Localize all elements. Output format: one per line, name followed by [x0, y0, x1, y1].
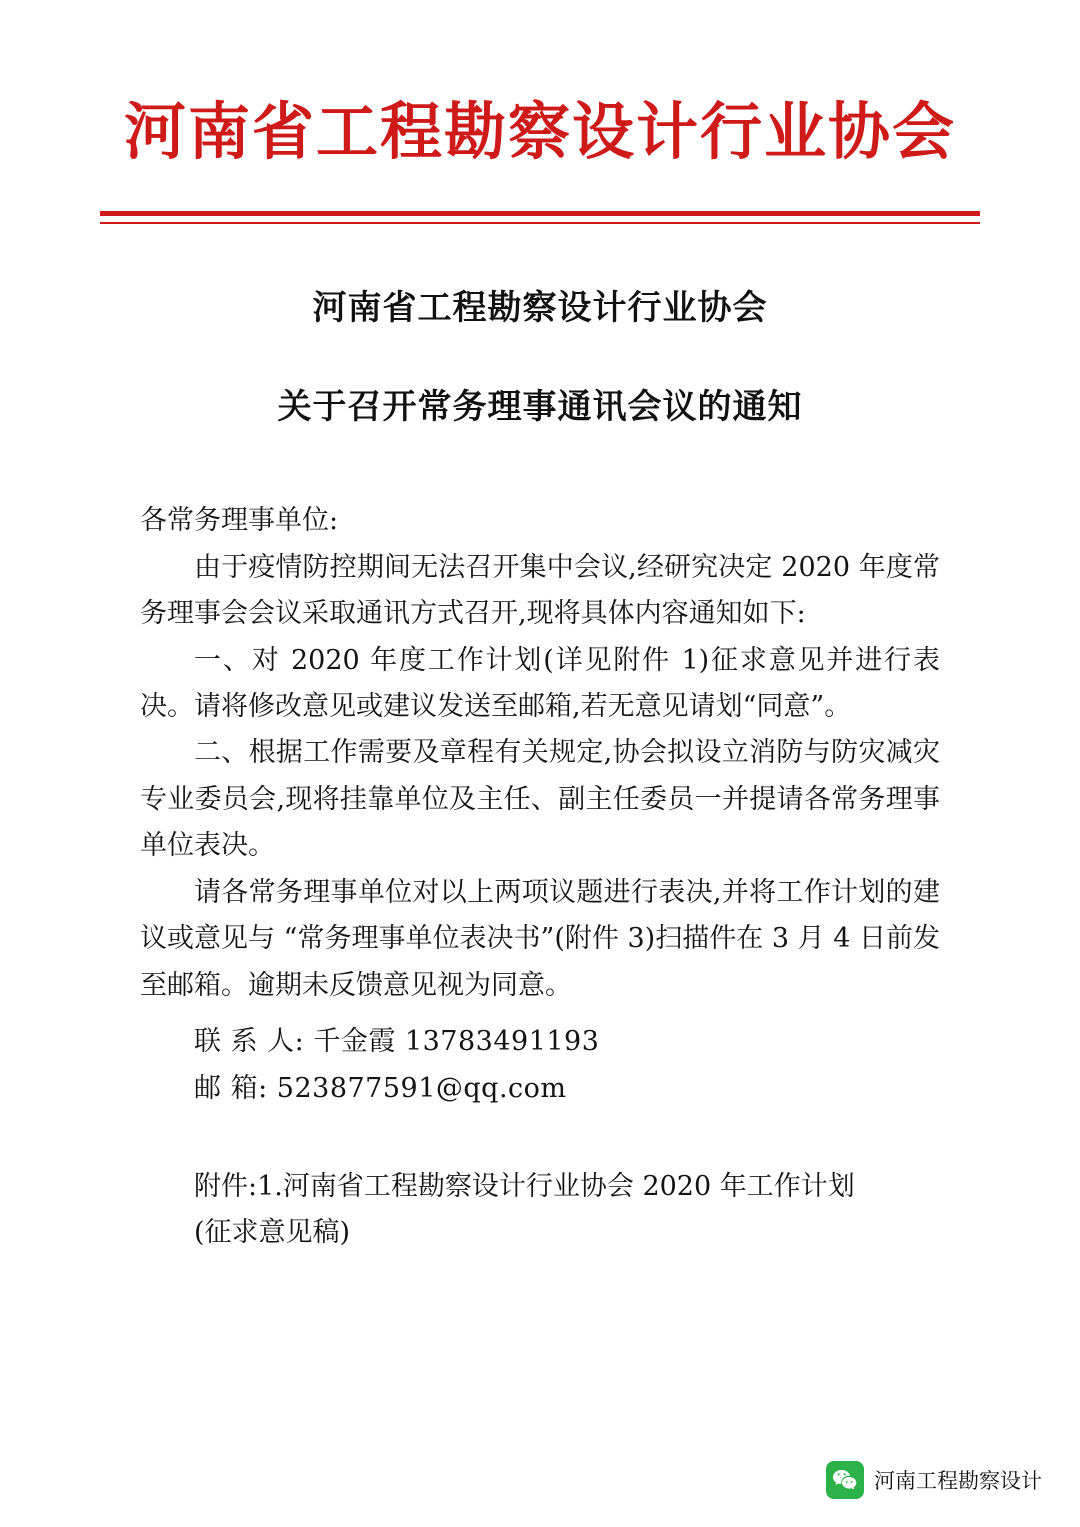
- letterhead: [0, 0, 1080, 224]
- contact-email-line: [140, 1066, 940, 1112]
- document-title-line-1: 河南省工程勘察设计行业协会: [312, 288, 768, 329]
- contact-person-value: 千金霞 13783491193: [313, 1026, 600, 1058]
- body-paragraph-1: 由于疫情防控期间无法召开集中会议,经研究决定 2020 年度常务理事会会议采取通讯方式召开,现将具体内容通知如下:: [140, 551, 940, 630]
- wechat-account-badge[interactable]: [816, 1455, 1052, 1505]
- body-paragraph-2: 一、对 2020 年度工作计划(详见附件 1)征求意见并进行表决。请将修改意见或建议发送至邮箱,若无意见请划“同意”。: [140, 644, 940, 723]
- document-body: [140, 428, 940, 1257]
- document-title-line-2: 关于召开常务理事通讯会议的通知: [277, 387, 803, 428]
- contact-person-line: [140, 1019, 940, 1065]
- contact-email-label: 邮 箱:: [194, 1072, 268, 1104]
- divider-thin-line: [100, 222, 980, 224]
- contact-block: [140, 1009, 940, 1112]
- salutation: 各常务理事单位:: [140, 505, 339, 537]
- body-paragraph-3: 二、根据工作需要及章程有关规定,协会拟设立消防与防灾减灾专业委员会,现将挂靠单位及主任、副主任委员一并提请各常务理事单位表决。: [140, 737, 940, 862]
- attachment-line-2: (征求意见稿): [194, 1217, 351, 1249]
- letterhead-organization-title: 河南省工程勘察设计行业协会: [123, 95, 956, 168]
- contact-email-value: 523877591@qq.com: [276, 1072, 567, 1104]
- contact-person-label: 联 系 人:: [194, 1026, 305, 1058]
- wechat-icon: [826, 1461, 864, 1499]
- attachment-line-1: 附件:1.河南省工程勘察设计行业协会 2020 年工作计划: [194, 1170, 855, 1202]
- body-paragraph-4: 请各常务理事单位对以上两项议题进行表决,并将工作计划的建议或意见与 “常务理事单位表决书”(附件 3)扫描件在 3 月 4 日前发至邮箱。逾期未反馈意见视为同意。: [140, 876, 940, 1001]
- attachment-block: [140, 1112, 940, 1257]
- letterhead-divider: [100, 211, 980, 224]
- wechat-account-name: 河南工程勘察设计: [874, 1469, 1042, 1493]
